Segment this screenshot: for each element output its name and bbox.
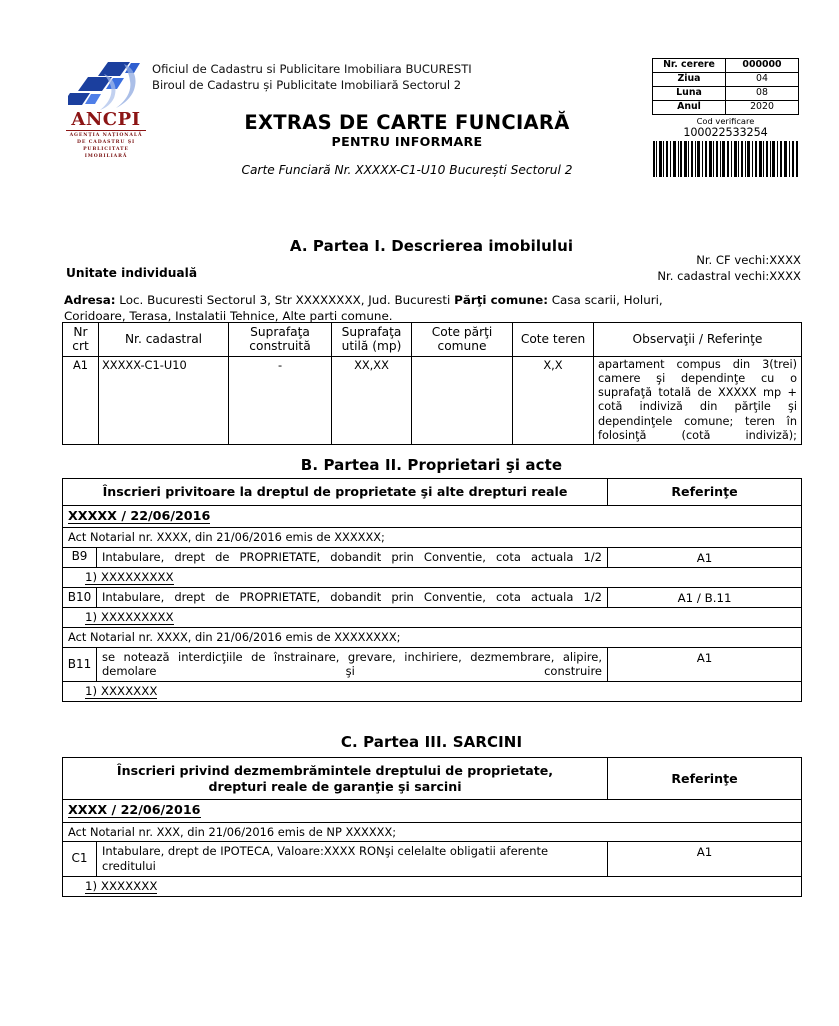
part-b-text-b10: Intabulare, drept de PROPRIETATE, dobandit prin Conventie, cota actuala 1/2 (97, 587, 608, 607)
request-value-luna: 08 (726, 87, 799, 101)
part-a-heading: A. Partea I. Descrierea imobilului (289, 237, 574, 255)
part-b-date-text: XXXXX / 22/06/2016 (68, 507, 211, 523)
table-row (63, 567, 802, 587)
old-numbers-note (657, 253, 801, 284)
part-b-heading: B. Partea II. Proprietari şi acte (300, 456, 563, 474)
col-nr-crt: Nr crt (63, 323, 99, 357)
part-b-owner-b11-text: 1) XXXXXXX (85, 683, 158, 698)
table-row (63, 822, 802, 842)
document-subtitle: PENTRU INFORMARE (331, 134, 483, 150)
office-line-1: Oficiul de Cadastru si Publicitare Imobiliara BUCURESTI (152, 62, 472, 76)
table-row (653, 73, 799, 87)
request-value-ziua: 04 (726, 73, 799, 87)
table-row (63, 547, 802, 567)
table-row (63, 587, 802, 607)
part-c-date-text: XXXX / 22/06/2016 (68, 802, 201, 818)
part-c-table (62, 757, 802, 897)
nr-cadastral-vechi: Nr. cadastral vechi:XXXX (657, 268, 801, 283)
request-table (652, 58, 799, 115)
col-cote-teren: Cote teren (513, 323, 594, 357)
part-b-owner-b10 (63, 607, 802, 627)
address-value: Loc. Bucuresti Sectorul 3, Str XXXXXXXX, Jud. Bucuresti (119, 293, 451, 307)
part-c-col-referinte: Referinţe (608, 758, 802, 800)
table-row (63, 505, 802, 527)
table-row (63, 627, 802, 647)
table-row (63, 876, 802, 896)
part-c-date-row (63, 800, 802, 822)
unit-type-label: Unitate individuală (66, 266, 198, 280)
ancpi-logo-subtitle (64, 133, 148, 161)
table-row (63, 356, 802, 444)
part-b-owner-b9-text: 1) XXXXXXXXX (85, 569, 174, 584)
request-label-ziua: Ziua (653, 73, 726, 87)
barcode-icon (652, 141, 799, 177)
table-row (63, 681, 802, 701)
part-c-ref-c1: A1 (608, 842, 802, 876)
part-b-text-b9: Intabulare, drept de PROPRIETATE, dobandit prin Conventie, cota actuala 1/2 (97, 547, 608, 567)
office-line-2: Biroul de Cadastru și Publicitate Imobiliară Sectorul 2 (152, 78, 462, 93)
cell-cote-parti-comune (412, 356, 513, 444)
table-header-row (63, 323, 802, 357)
ancpi-logo (62, 60, 150, 159)
table-row (63, 647, 802, 681)
verification-code-value: 100022533254 (683, 125, 768, 139)
request-value-anul: 2020 (726, 101, 799, 115)
table-header-row (63, 758, 802, 800)
table-row (653, 87, 799, 101)
cell-nr-crt: A1 (63, 356, 99, 444)
part-b-ref-b11: A1 (608, 647, 802, 681)
cell-suprafata-utila: XX,XX (332, 356, 412, 444)
part-a-table (62, 322, 802, 445)
part-c-col-inscrieri-line2: drepturi reale de garanţie şi sarcini (208, 778, 462, 794)
table-row (653, 101, 799, 115)
part-b-owner-b11 (63, 681, 802, 701)
part-c-col-inscrieri (63, 758, 608, 800)
part-b-ref-b10: A1 / B.11 (608, 587, 802, 607)
office-lines (152, 61, 472, 94)
part-c-text-c1: Intabulare, drept de IPOTECA, Valoare:XXXX RONşi celelalte obligatii aferente creditului (97, 842, 608, 876)
part-b-act-1: Act Notarial nr. XXXX, din 21/06/2016 emis de XXXXXX; (63, 527, 802, 547)
request-label-luna: Luna (653, 87, 726, 101)
ancpi-logo-subtitle-line2: DE CADASTRU ȘI (76, 139, 136, 145)
part-b-col-inscrieri: Înscrieri privitoare la dreptul de proprietate şi alte drepturi reale (63, 479, 608, 506)
table-row (653, 59, 799, 73)
address-label: Adresa: (64, 293, 116, 307)
request-label-nr-cerere: Nr. cerere (653, 59, 726, 73)
part-b-ref-b9: A1 (608, 547, 802, 567)
part-b-owner-b10-text: 1) XXXXXXXXX (85, 609, 174, 624)
part-b-table (62, 478, 802, 702)
part-c-heading: C. Partea III. SARCINI (340, 733, 523, 751)
col-nr-cadastral: Nr. cadastral (99, 323, 229, 357)
verification-code-label: Cod verificare (696, 116, 755, 126)
part-c-code-c1: C1 (63, 842, 97, 876)
part-b-owner-b9 (63, 567, 802, 587)
table-header-row (63, 479, 802, 506)
part-c-owner-c1-text: 1) XXXXXXX (85, 878, 158, 893)
request-label-anul: Anul (653, 101, 726, 115)
address-block (64, 292, 664, 325)
part-b-col-referinte: Referinţe (608, 479, 802, 506)
parti-comune-value: Casa scarii, Holuri, Coridoare, Terasa, Instalatii Tehnice, Alte parti comune. (64, 293, 663, 324)
request-info-box (652, 58, 799, 177)
table-row (63, 800, 802, 822)
ancpi-logo-subtitle-line3: PUBLICITATE IMOBILIARĂ (83, 146, 129, 159)
document-title: EXTRAS DE CARTE FUNCIARĂ (244, 111, 570, 134)
ancpi-logo-subtitle-line1: AGENȚIA NAȚIONALĂ (69, 133, 143, 138)
nr-cf-vechi: Nr. CF vechi:XXXX (696, 253, 801, 267)
part-c-owner-c1 (63, 876, 802, 896)
part-b-code-b9: B9 (63, 547, 97, 567)
parti-comune-label: Părţi comune: (454, 293, 548, 307)
col-suprafata-utila: Suprafaţa utilă (mp) (332, 323, 412, 357)
col-suprafata-construita: Suprafaţa construită (229, 323, 332, 357)
cell-cote-teren: X,X (513, 356, 594, 444)
ancpi-logo-mark-icon (68, 60, 148, 110)
request-value-nr-cerere: 000000 (726, 59, 799, 73)
carte-funciara-number: Carte Funciară Nr. XXXXX-C1-U10 București Sectorul 2 (241, 162, 573, 177)
part-b-text-b11: se notează interdicţiile de înstrainare, grevare, inchiriere, dezmembrare, alipire, demolare şi construire (97, 647, 608, 681)
table-row (63, 607, 802, 627)
ancpi-logo-wordmark: ANCPI (66, 111, 146, 131)
col-observatii: Observaţii / Referinţe (594, 323, 802, 357)
part-b-act-2: Act Notarial nr. XXXX, din 21/06/2016 emis de XXXXXXXX; (63, 627, 802, 647)
table-row (63, 527, 802, 547)
part-c-act-1: Act Notarial nr. XXX, din 21/06/2016 emis de NP XXXXXX; (63, 822, 802, 842)
col-cote-parti-comune: Cote părţi comune (412, 323, 513, 357)
part-b-code-b10: B10 (63, 587, 97, 607)
cell-suprafata-construita: - (229, 356, 332, 444)
table-row (63, 842, 802, 876)
document-title-block (152, 112, 662, 177)
cell-observatii: apartament compus din 3(trei) camere şi dependinţe cu o suprafaţă totală de XXXXX mp + cotă indiviză din părţile şi dependinţele comune; teren în folosinţă (cotă indiviză); (594, 356, 802, 444)
part-b-date-row (63, 505, 802, 527)
part-c-col-inscrieri-line1: Înscrieri privind dezmembrămintele dreptului de proprietate, (116, 763, 554, 778)
part-b-code-b11: B11 (63, 647, 97, 681)
cell-nr-cadastral: XXXXX-C1-U10 (99, 356, 229, 444)
